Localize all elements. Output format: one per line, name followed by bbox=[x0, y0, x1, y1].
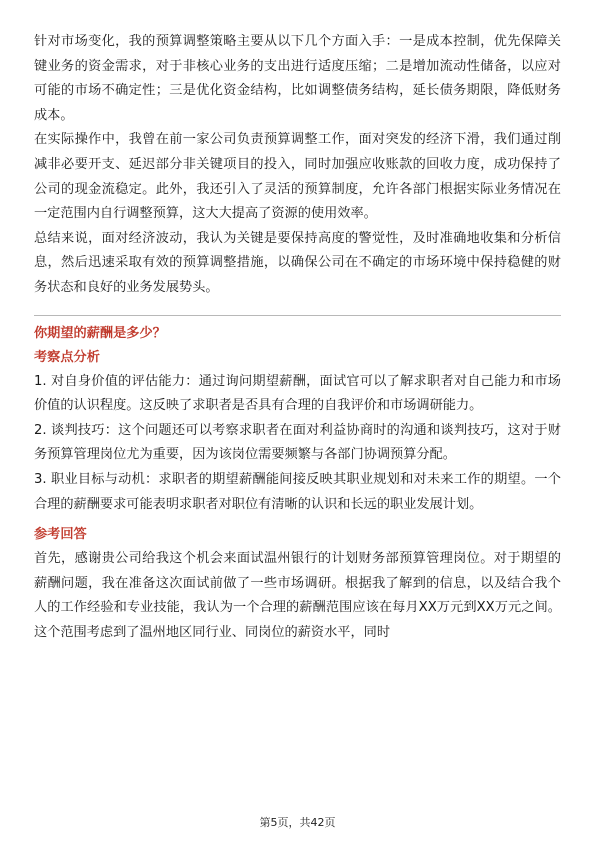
intro-paragraph-2: 在实际操作中，我曾在前一家公司负责预算调整工作，面对突发的经济下滑，我们通过削减非必要开支、延迟部分非关键项目的投入，同时加强应收账款的回收力度，成功保持了公司的现金流稳定。此外，我还引入了灵活的预算制度，允许各部门根据实际业务情况在一定范围内自行调整预算，这大大提高了资源的使用效率。 bbox=[34, 132, 561, 222]
question-title: 你期望的薪酬是多少？ bbox=[34, 325, 166, 341]
page-number: 第5页，共42页 bbox=[259, 816, 336, 829]
answer-paragraph-1: 首先，感谢贵公司给我这个机会来面试温州银行的计划财务部预算管理岗位。对于期望的薪酬问题，我在准备这次面试前做了一些市场调研。根据我了解到的信息，以及结合我个人的工作经验和专业技能，我认为一个合理的薪酬范围应该在每月XX万元到XX万元之间。这个范围考虑到了温州地区同行业、同岗位的薪资水平，同时 bbox=[34, 551, 561, 640]
document-page bbox=[34, 30, 561, 645]
analysis-item-1: 1. 对自身价值的评估能力：通过询问期望薪酬，面试官可以了解求职者对自己能力和市场价值的认识程度。这反映了求职者是否具有合理的自我评价和市场调研能力。 bbox=[34, 373, 561, 414]
answer-heading: 参考回答 bbox=[34, 527, 87, 543]
intro-paragraph-3: 总结来说，面对经济波动，我认为关键是要保持高度的警觉性，及时准确地收集和分析信息，然后迅速采取有效的预算调整措施，以确保公司在不确定的市场环境中保持稳健的财务状态和良好的业务发展势头。 bbox=[34, 230, 561, 295]
analysis-item-2: 2. 谈判技巧：这个问题还可以考察求职者在面对利益协商时的沟通和谈判技巧，这对于财务预算管理岗位尤为重要，因为该岗位需要频繁与各部门协调预算分配。 bbox=[34, 422, 561, 463]
analysis-item-3: 3. 职业目标与动机：求职者的期望薪酬能间接反映其职业规划和对未来工作的期望。一个合理的薪酬要求可能表明求职者对职位有清晰的认识和长远的职业发展计划。 bbox=[34, 471, 561, 512]
analysis-heading: 考察点分析 bbox=[34, 349, 100, 365]
intro-paragraph-1: 针对市场变化，我的预算调整策略主要从以下几个方面入手：一是成本控制，优先保障关键业务的资金需求，对于非核心业务的支出进行适度压缩；二是增加流动性储备，以应对可能的市场不确定性；三是优化资金结构，比如调整债务结构，延长债务期限，降低财务成本。 bbox=[34, 34, 561, 123]
section-divider bbox=[34, 315, 561, 316]
